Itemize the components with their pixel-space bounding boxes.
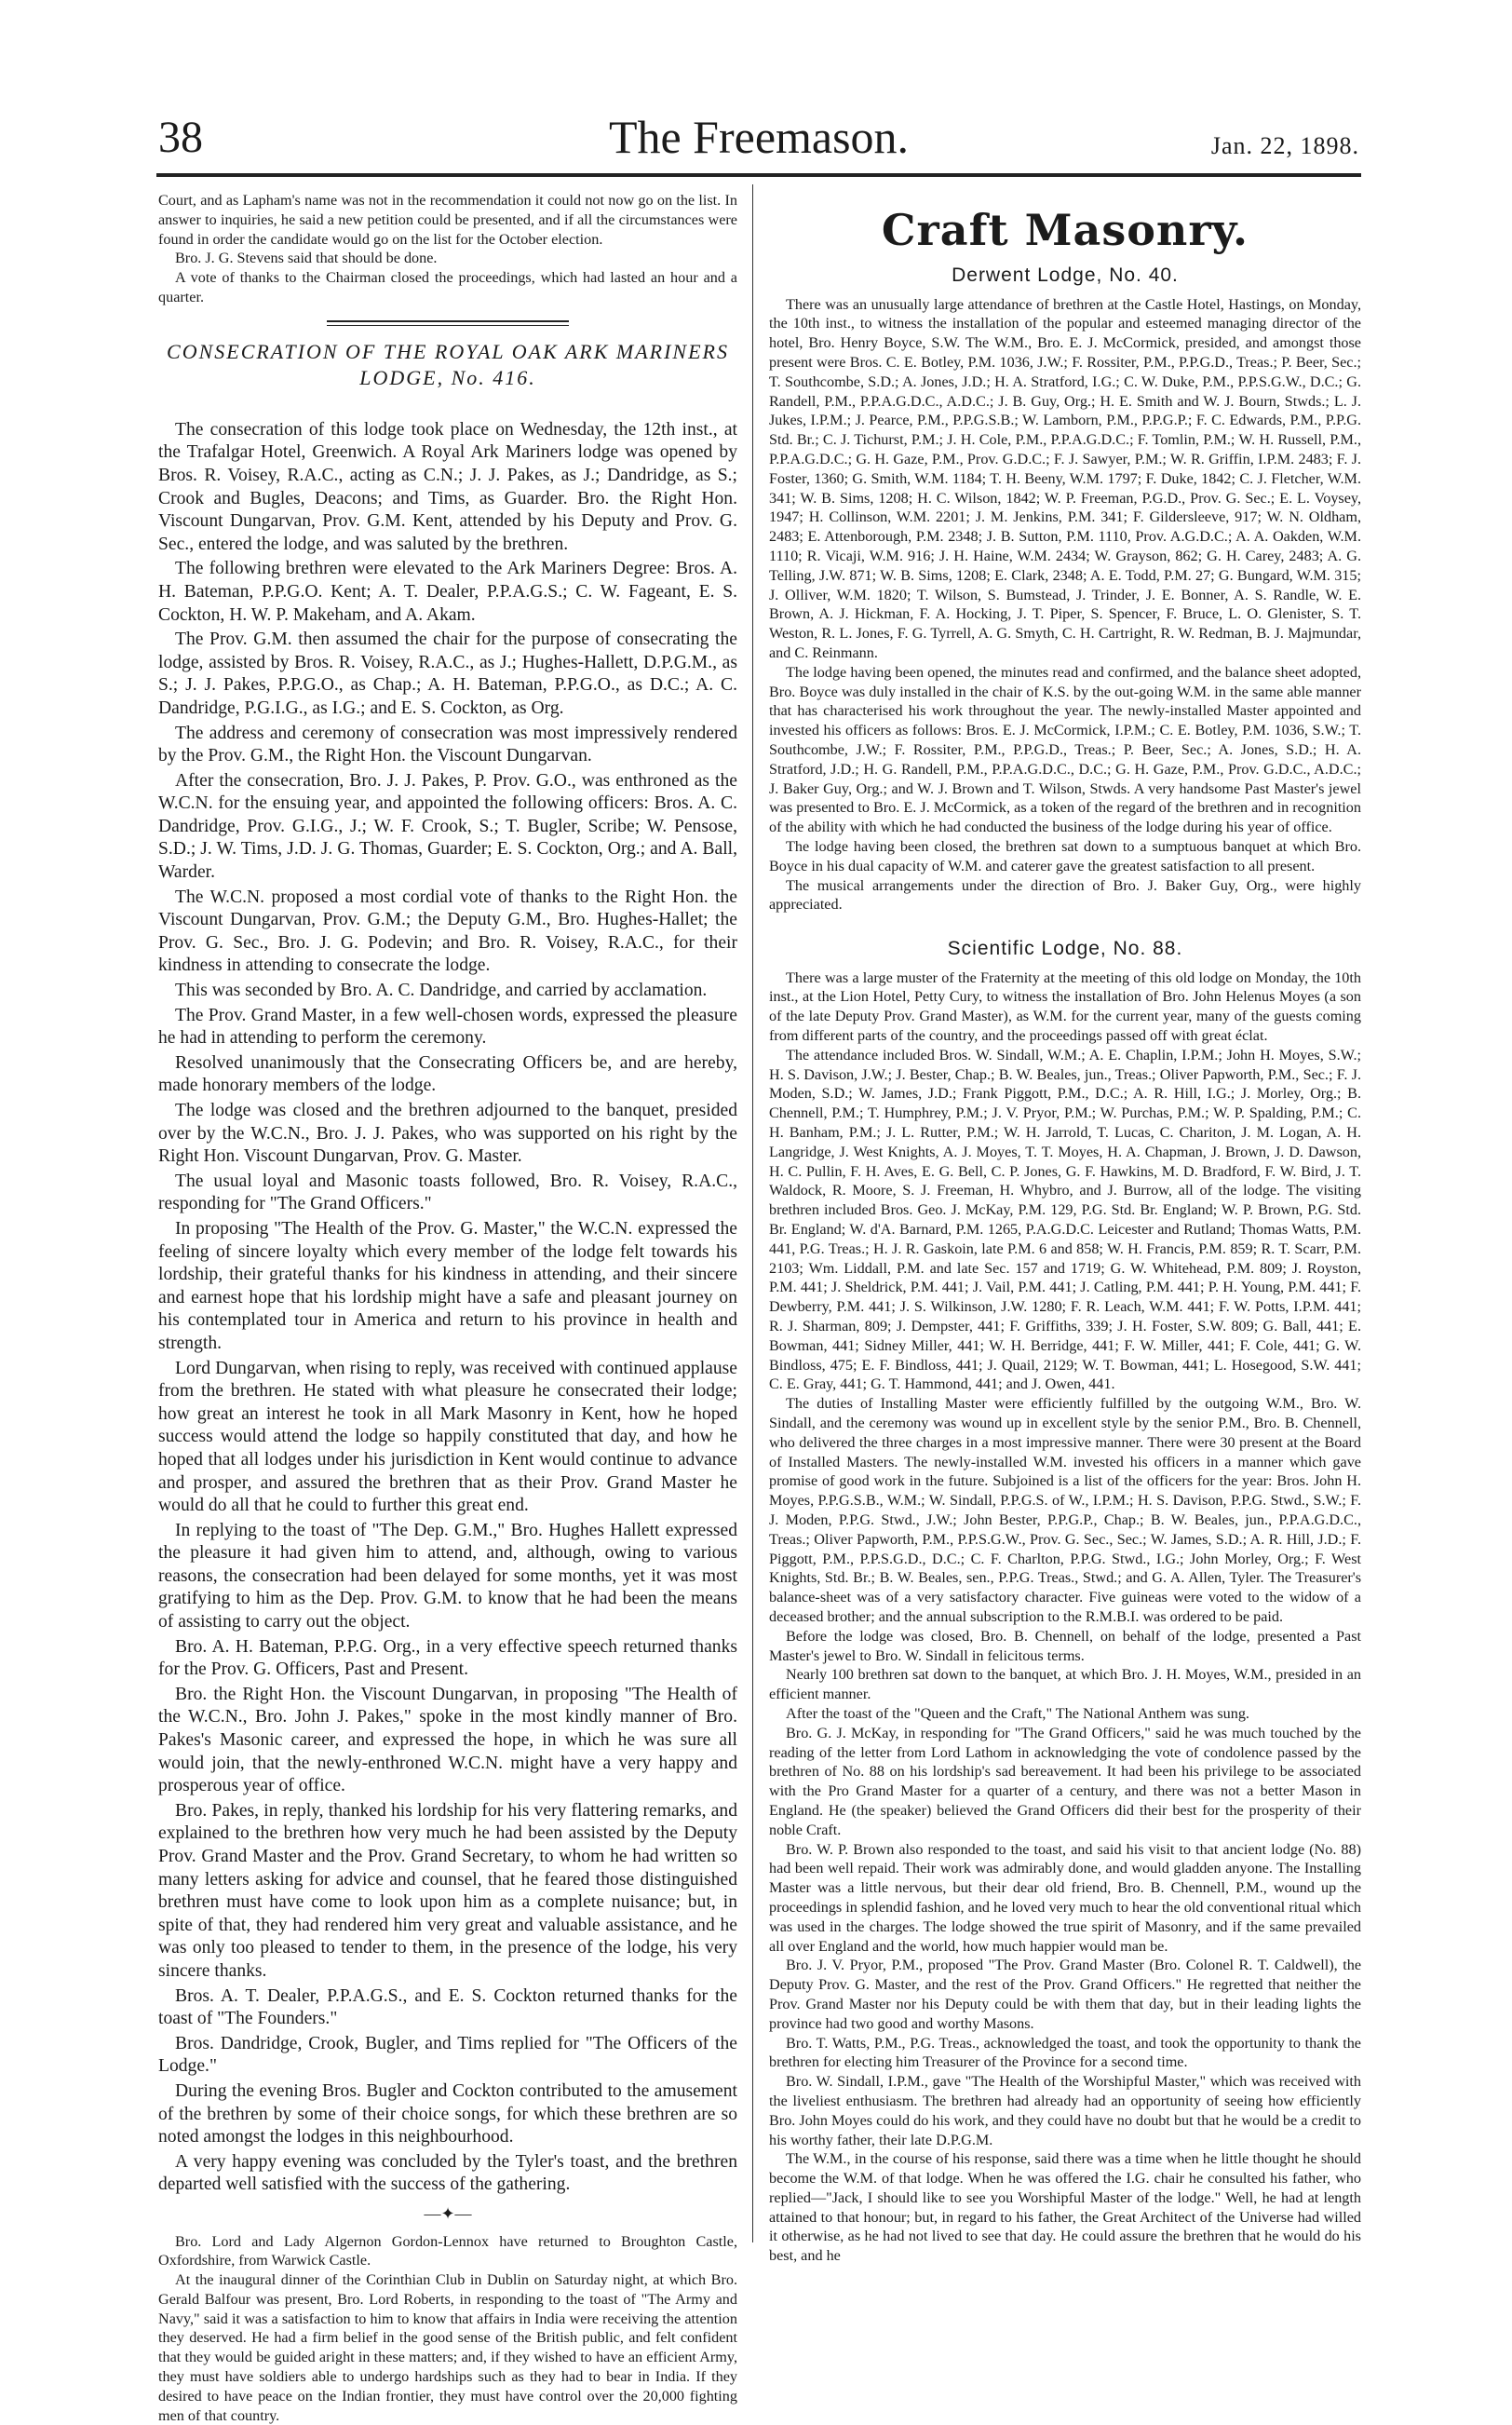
lodge-paragraph: The duties of Installing Master were efficiently fulfilled by the outgoing W.M., Bro. W. Sindall, and the ceremony was wound up in excellent style by the senior P.M., Bro. B. Chennell, who delivered the three charges in a most impressive manner. There were 30 present at the Board of Installed Masters. The newly-installed W.M. invested his officers in a manner which gave promise of good work in the future. Subjoined is a list of the officers for the year: Bros. John H. Moyes, P.P.G.S.B., W.M.; W. Sindall, P.P.G.S. of W., I.P.M.; H. S. Davison, P.P.G. Stwd., S.W.; F. J. Moden, P.P.G. Stwd., J.W.; John Bester, P.P.G.P., Chap.; B. W. Beales, jun., P.P.A.G.D.C., Treas.; Oliver Papworth, P.M., P.P.S.G.W., Prov. G. Sec., Sec.; W. James, S.D.; A. R. Hill, J.D.; F. Piggott, P.M., P.P.S.G.D., D.C.; C. F. Charlton, P.P.G. Stwd., I.G.; John Morley, Org.; F. West Knights, Std. Br.; B. W. Beales, sen., P.P.G. Treas., Stwd.; and G. A. Allen, Tyler. The Treasurer's balance-sheet was of a very satisfactory character. Five guineas were voted to the widow of a deceased brother; and the annual subscription to the R.M.B.I. was ordered to be paid. [769, 1395, 1361, 1625]
scientific-lodge-heading: Scientific Lodge, No. 88. [947, 938, 1183, 960]
left-column [158, 191, 737, 2425]
column-divider [752, 184, 753, 2242]
article-paragraph: The Prov. G.M. then assumed the chair for the purpose of consecrating the lodge, assisted by Bros. R. Voisey, R.A.C., as J.; Hughes-Hallett, D.P.G.M., as S.; J. J. Pakes, P.P.G.O., as Chap.; A. H. Bateman, P.P.G.O., as D.C.; A. C. Dandridge, P.G.I.G., as I.G.; and E. S. Cockton, as Org. [158, 630, 737, 718]
article-paragraph: In replying to the toast of "The Dep. G.M.," Bro. Hughes Hallett expressed the pleasure it had given him to attend, and, although, owing to various reasons, the consecration had been delayed for some months, yet it was most gratifying to him as the Dep. Prov. G.M. to know that he had been the means of assisting to carry out the object. [158, 1520, 737, 1632]
lodge-paragraph: The lodge having been opened, the minutes read and confirmed, and the balance sheet adopted, Bro. Boyce was duly installed in the chair of K.S. by the out-going W.M. in the same able manner that has characterised his work throughout the year. The newly-installed Master appointed and invested his officers as follows: Bros. E. J. McCormick, I.P.M.; C. E. Botley, P.M. 1036, S.W.; T. Southcombe, J.W.; F. Rossiter, P.M., P.P.G.D., Treas.; P. Beer, Sec.; A. Jones, S.D.; H. A. Stratford, J.D.; H. G. Randell, P.M., P.P.A.G.D.C., D.C.; G. H. Gaze, P.M., Prov. G.D.C., A.D.C.; J. Baker Guy, Org.; and W. J. Brown and T. Wilson, Stwds. A very handsome Past Master's jewel was presented to Bro. E. J. McCormick, as a token of the regard of the brethren and in recognition of the ability with which he had conducted the business of the lodge during his year of office. [769, 663, 1361, 836]
lodge-paragraph: Bro. W. Sindall, I.P.M., gave "The Health of the Worshipful Master," which was received with the liveliest enthusiasm. The brethren had already had an opportunity of seeing how efficiently Bro. John Moyes could do his work, and they could have no doubt but that he would be a credit to his worthy father, their late D.P.G.M. [769, 2073, 1361, 2148]
page-header [158, 102, 1359, 168]
lodge-paragraph: There was a large muster of the Fraternity at the meeting of this old lodge on Monday, the 10th inst., at the Lion Hotel, Petty Cury, to witness the installation of Bro. John Helenus Moyes (a son of the late Deputy Prov. Grand Master), as W.M. for the current year, many of the guests coming from different parts of the country, and the proceedings passed off with great éclat. [769, 969, 1361, 1045]
article-paragraph: Bro. the Right Hon. the Viscount Dungarvan, in proposing "The Health of the W.C.N., Bro. John J. Pakes," spoke in the most kindly manner of Bro. Pakes's Masonic career, and expressed the hope, in which he was sure all would join, that the newly-enthroned W.C.N. might have a very happy and prosperous year of office. [158, 1684, 737, 1796]
lodge-paragraph: Bro. G. J. McKay, in responding for "The Grand Officers," said he was much touched by the reading of the letter from Lord Lathom in acknowledging the vote of condolence passed by the brethren of No. 88 on his lordship's sad bereavement. It had been his privilege to be associated with the Pro Grand Master for a quarter of a century, and there was not a better Mason in England. He (the speaker) believed the Grand Officers did their best for the prosperity of their noble Craft. [769, 1724, 1361, 1838]
section-rule-thin [327, 325, 569, 326]
article-paragraph: After the consecration, Bro. J. J. Pakes, P. Prov. G.O., was enthroned as the W.C.N. for the ensuing year, and appointed the following officers: Bros. A. C. Dandridge, Prov. G.I.G., J.; W. F. Crook, S.; T. Bugler, Scribe; W. Pensose, S.D.; J. W. Tims, J.D. J. G. Thomas, Guarder; E. S. Cockton, Org.; and A. Ball, Warder. [158, 770, 737, 883]
consecration-heading: CONSECRATION OF THE ROYAL OAK ARK MARINERS LODGE, No. 416. [167, 339, 729, 389]
article-paragraph: The address and ceremony of consecration was most impressively rendered by the Prov. G.M., the Right Hon. the Viscount Dungarvan. [158, 723, 737, 766]
article-paragraph: In proposing "The Health of the Prov. G. Master," the W.C.N. expressed the feeling of sincere loyalty which every member of the lodge felt towards his lordship, their grateful thanks for his kindness in attending, and their sincere and earnest hope that his lordship might have a safe and pleasant journey on his contemplated tour in America and return to his province in health and strength. [158, 1218, 737, 1353]
page-number: 38 [158, 113, 203, 162]
article-paragraph: A very happy evening was concluded by the Tyler's toast, and the brethren departed well satisfied with the success of the gathering. [158, 2151, 737, 2195]
news-note: Bro. Lord and Lady Algernon Gordon-Lennox have returned to Broughton Castle, Oxfordshire, from Warwick Castle. [158, 2232, 737, 2269]
article-paragraph: Bros. A. T. Dealer, P.P.A.G.S., and E. S. Cockton returned thanks for the toast of "The Founders." [158, 1985, 737, 2029]
lodge-paragraph: Bro. T. Watts, P.M., P.G. Treas., acknowledged the toast, and took the opportunity to thank the brethren for electing him Treasurer of the Province for a second time. [769, 2034, 1361, 2071]
continuation-paragraph: Court, and as Lapham's name was not in the recommendation it could not now go on the list. In answer to inquiries, he said a new petition could be presented, and if all the circumstances were found in order the candidate would go on the list for the October election. [158, 192, 737, 248]
article-paragraph: The Prov. Grand Master, in a few well-chosen words, expressed the pleasure he had in attending to perform the ceremony. [158, 1005, 737, 1049]
article-paragraph: The lodge was closed and the brethren adjourned to the banquet, presided over by the W.C.N., Bro. J. J. Pakes, who was supported on his right by the Right Hon. Viscount Dungarvan, Prov. G. Master. [158, 1101, 737, 1167]
stevens-paragraph: Bro. J. G. Stevens said that should be done. [175, 250, 438, 267]
lodge-paragraph: Bro. J. V. Pryor, P.M., proposed "The Prov. Grand Master (Bro. Colonel R. T. Caldwell), the Deputy Prov. G. Master, and the rest of the Prov. Grand Officers." He regretted that neither the Prov. Grand Master nor his Deputy could be with them that day, but in their leading lights the province had two good and worthy Masons. [769, 1957, 1361, 2032]
article-paragraph: Bros. Dandridge, Crook, Bugler, and Tims replied for "The Officers of the Lodge." [158, 2033, 737, 2077]
issue-date: Jan. 22, 1898. [1210, 132, 1359, 159]
publication-title: The Freemason. [608, 111, 910, 163]
derwent-lodge-heading: Derwent Lodge, No. 40. [952, 264, 1179, 286]
article-paragraph: The following brethren were elevated to the Ark Mariners Degree: Bros. A. H. Bateman, P.P.G.O. Kent; A. T. Dealer, P.P.A.G.S.; C. W. Fageant, E. S. Cockton, H. W. P. Makeham, and A. Akam. [158, 559, 737, 625]
article-paragraph: This was seconded by Bro. A. C. Dandridge, and carried by acclamation. [175, 981, 708, 1001]
lodge-paragraph: The W.M., in the course of his response, said there was a time when he little thought he should become the W.M. of that lodge. When he was offered the I.G. chair he consulted his father, who replied—"Jack, I should like to see you Worshipful Master of the lodge." Well, he had at length attained to that honour; but, in regard to his father, the Great Architect of the Universe had willed it otherwise, as he had not lived to see that day. He could assure the brethren that he would do his best, and he [769, 2150, 1361, 2265]
lodge-paragraph: The musical arrangements under the direction of Bro. J. Baker Guy, Org., were highly appreciated. [769, 876, 1361, 914]
right-column [769, 191, 1361, 2266]
article-paragraph: The usual loyal and Masonic toasts followed, Bro. R. Voisey, R.A.C., responding for "The Grand Officers." [158, 1171, 737, 1214]
article-paragraph: Resolved unanimously that the Consecrating Officers be, and are hereby, made honorary members of the lodge. [158, 1052, 737, 1096]
article-paragraph: The W.C.N. proposed a most cordial vote of thanks to the Right Hon. the Viscount Dungarvan, Prov. G.M.; the Deputy G.M., Bro. Hughes-Hallet; the Prov. G. Sec., Bro. J. G. Podevin; and Bro. R. Voisey, R.A.C., for their kindness in attending to consecrate the lodge. [158, 887, 737, 976]
article-paragraph: Lord Dungarvan, when rising to reply, was received with continued applause from the brethren. He stated with what pleasure he consecrated their lodge; how great an interest he took in all Mark Masonry in Kent, how he hoped success would attend the lodge so happily constituted that day, and how he hoped that all lodges under his jurisdiction in Kent would continue to advance and prosper, and assured the brethren that as their Prov. Grand Master he would do all that he could to further this great end. [158, 1358, 737, 1516]
vote-paragraph: A vote of thanks to the Chairman closed the proceedings, which had lasted an hour and a quarter. [158, 269, 737, 305]
craft-masonry-heading: Craft Masonry. [881, 205, 1249, 255]
article-paragraph: Bro. Pakes, in reply, thanked his lordship for his very flattering remarks, and explained to the brethren how very much he had been assisted by the Deputy Prov. Grand Master and the Prov. Grand Secretary, to whom he had written so many letters asking for advice and counsel, that he feared those distinguished brethren must have come to look upon him as a complete nuisance; but, in spite of that, they had rendered him very great and valuable assistance, and he was only too pleased to tender to them, in the presence of the lodge, his very sincere thanks. [158, 1800, 737, 1981]
lodge-paragraph: After the toast of the "Queen and the Craft," The National Anthem was sung. [786, 1704, 1249, 1722]
section-rule [327, 320, 569, 322]
news-note: At the inaugural dinner of the Corinthian Club in Dublin on Saturday night, at which Bro. Gerald Balfour was present, Bro. Lord Roberts, in responding to the toast of "The Army and Navy," said it was a satisfaction to him to know that affairs in India were receiving the attention they deserved. He had a firm belief in the good sense of the British public, and felt confident that they would be guided aright in these matters; and, if they wished to have an efficient Army, they must have soldiers able to undergo hardships such as they had to bear in India. If they desired to have peace on the Indian frontier, they must have control over the 20,000 fighting men of that country. [158, 2271, 737, 2424]
lodge-paragraph: The attendance included Bros. W. Sindall, W.M.; A. E. Chaplin, I.P.M.; John H. Moyes, S.W.; H. S. Davison, J.W.; J. Bester, Chap.; B. W. Beales, jun., Treas.; Oliver Papworth, P.M., Sec.; F. J. Moden, S.D.; W. James, J.D.; Frank Piggott, P.M., D.C.; A. R. Hill, I.G.; J. Morley, Org.; B. Chennell, P.M.; T. Humphrey, P.M.; J. V. Pryor, P.M.; W. Purchas, P.M.; W. P. Spalding, P.M.; C. H. Banham, P.M.; J. L. Rutter, P.M.; W. H. Jarrold, T. Lucas, C. Chariton, J. M. Logan, A. H. Langridge, J. West Knights, A. J. Moyes, T. T. Moyes, H. A. Chapman, J. Brown, J. D. Dawson, H. C. Pullin, F. H. Aves, E. G. Bell, C. P. Jones, G. F. Hawkins, M. D. Bradford, F. W. Bird, J. T. Waldock, R. Moore, S. J. Freeman, H. Whybro, and J. Burrow, all of the lodge. The visiting brethren included Bros. Geo. J. McKay, P.M. 129, P.G. Std. Br. England; W. P. Brown, P.G. Std. Br. England; W. d'A. Barnard, P.M. 1265, P.A.G.D.C. Leicester and Rutland; Thomas Watts, P.M. 441, P.G. Treas.; H. J. R. Gaskoin, late P.M. 6 and 858; W. H. Francis, P.M. 859; R. T. Scarr, P.M. 2103; Wm. Liddall, P.M. and late Sec. 157 and 1719; G. W. Whitehead, P.M. 809; J. Royston, P.M. 441; J. Sheldrick, P.M. 441; J. Vail, P.M. 441; J. Catling, P.M. 441; P. H. Young, P.M. 441; F. Dewberry, P.M. 441; J. S. Wilkinson, J.W. 1280; F. R. Leach, W.M. 441; F. W. Potts, I.P.M. 441; R. J. Sharman, 809; J. Dempster, 441; F. Griffiths, 339; J. H. Foster, S.W. 809; G. Ball, 441; E. Bowman, 441; Sidney Miller, 441; W. H. Berridge, 441; F. W. Miller, 441; F. Cole, 441; G. W. Bindloss, 475; E. F. Bindloss, 441; J. Quail, 2129; W. T. Bowman, 441; L. Hosegood, S.W. 441; C. E. Gray, 441; G. T. Hammond, 441; and J. Owen, 441. [769, 1046, 1361, 1393]
article-paragraph: During the evening Bros. Bugler and Cockton contributed to the amusement of the brethren by some of their choice songs, for which these brethren are so noted amongst the lodges in this neighbourhood. [158, 2080, 737, 2147]
ornament-divider: —✦— [424, 2203, 472, 2223]
header-rule [156, 173, 1361, 177]
lodge-paragraph: There was an unusually large attendance of brethren at the Castle Hotel, Hastings, on Monday, the 10th inst., to witness the installation of the popular and esteemed managing director of the hotel, Bro. Henry Boyce, S.W. The W.M., Bro. E. J. McCormick, presided, and amongst those present were Bros. C. E. Botley, P.M. 1036, J.W.; F. Rossiter, P.M., P.P.G.D., Treas.; P. Beer, Sec.; T. Southcombe, S.D.; A. Jones, J.D.; H. A. Stratford, I.G.; C. W. Duke, P.M., P.P.S.G.W., D.C.; G. Randell, P.M., P.P.A.G.D.C., A.D.C.; J. B. Guy, Org.; H. E. Smith and W. J. Bourn, Stwds.; L. J. Jukes, I.P.M.; J. Pearce, P.M., P.P.G.S.B.; W. Lamborn, P.M., P.P.G.P.; F. C. Edwards, P.M., P.P.G. Std. Br.; C. J. Tichurst, P.M.; J. H. Cole, P.M., P.P.A.G.D.C.; F. Tomlin, P.M.; W. H. Russell, P.M., P.P.A.G.D.C.; G. H. Gaze, P.M., Prov. G.D.C.; F. J. Sawyer, P.M.; W. R. Griffin, I.P.M. 2483; F. J. Foster, 1360; G. Smith, W.M. 1184; T. H. Beeny, W.M. 1797; F. Duke, 1842; C. J. Fletcher, W.M. 341; W. B. Sims, 1208; H. C. Wilson, 1842; W. P. Freeman, P.G.D., Prov. G. Sec.; E. L. Voysey, 1947; H. Collinson, W.M. 2201; J. M. Jenkins, P.M. 341; F. Gildersleeve, 917; W. N. Oldham, 2483; E. Attenborough, P.M. 2348; J. B. Sutton, P.M. 1110, Prov. A.G.D.C.; A. A. Oakden, W.M. 1110; R. Vicaji, W.M. 916; J. H. Haine, W.M. 2434; W. Grayson, 862; G. H. Carey, 2483; A. G. Telling, J.W. 871; W. B. Sims, 1208; E. Clark, 2348; A. E. Todd, P.M. 27; G. Bungard, W.M. 315; J. Olliver, W.M. 1820; T. Wilson, S. Bumstead, J. Trinder, J. E. Bonner, A. S. Randle, W. E. Brown, A. J. Hickman, F. A. Hocking, J. T. Piper, S. Spencer, F. Bruce, L. O. Glenister, S. T. Weston, R. L. Jones, F. G. Tyrrell, A. G. Smyth, C. H. Cartright, R. W. Redman, B. J. Majmundar, and C. Reinmann. [769, 295, 1361, 661]
lodge-paragraph: Nearly 100 brethren sat down to the banquet, at which Bro. J. H. Moyes, W.M., presided in an efficient manner. [769, 1666, 1361, 1703]
lodge-paragraph: The lodge having been closed, the brethren sat down to a sumptuous banquet at which Bro. Boyce in his dual capacity of W.M. and caterer gave the greatest satisfaction to all present. [769, 837, 1361, 874]
article-paragraph: Bro. A. H. Bateman, P.P.G. Org., in a very effective speech returned thanks for the Prov. G. Officers, Past and Present. [158, 1636, 737, 1680]
lodge-paragraph: Before the lodge was closed, Bro. B. Chennell, on behalf of the lodge, presented a Past Master's jewel to Bro. W. Sindall in felicitous terms. [769, 1627, 1361, 1664]
article-paragraph: The consecration of this lodge took place on Wednesday, the 12th inst., at the Trafalgar Hotel, Greenwich. A Royal Ark Mariners lodge was opened by Bros. R. Voisey, R.A.C., acting as C.N.; J. J. Pakes, as J.; Dandridge, as S.; Crook and Bugles, Deacons; and Tims, as Guarder. Bro. the Right Hon. Viscount Dungarvan, Prov. G.M. Kent, attended by his Deputy and Prov. G. Sec., entered the lodge, and was saluted by the brethren. [158, 419, 737, 554]
lodge-paragraph: Bro. W. P. Brown also responded to the toast, and said his visit to that ancient lodge (No. 88) had been well repaid. Their work was admirably done, and would gladden anyone. The Installing Master was a little nervous, but their dear old friend, Bro. B. Chennell, P.M., wound up the proceedings in splendid fashion, and he loved very much to hear the old conventional ritual which was used in the charges. The lodge showed the true spirit of Masonry, and if the same prevailed all over England and the world, how much happier would man be. [769, 1840, 1361, 1955]
